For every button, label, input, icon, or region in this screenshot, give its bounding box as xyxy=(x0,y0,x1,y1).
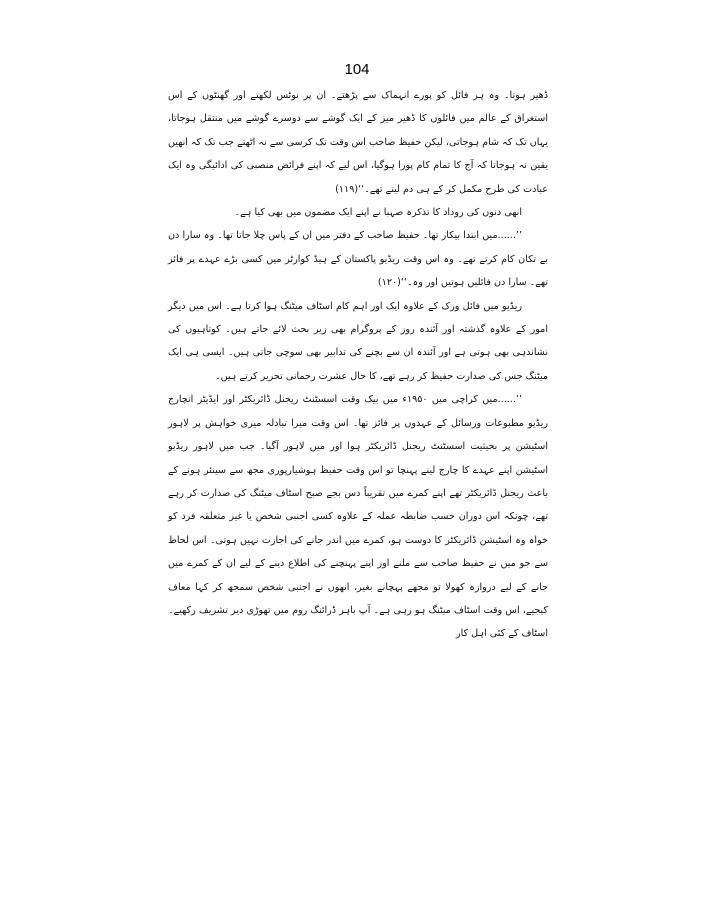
paragraph-3: ریڈیو میں فائل ورک کے علاوہ ایک اور اہم کام اسٹاف میٹنگ ہوا کرتا ہے۔ اس میں دیگر امور کے علاوہ گذشتہ اور آئندہ روز کے پروگرام بھی زیر بحث لائے جاتے ہیں۔ کوتاہیوں کی نشاندہی بھی ہوتی ہے اور آئندہ ان سے بچنے کی تدابیر بھی سوچی جاتی ہیں۔ ایسی ہی ایک میٹنگ جس کی صدارت حفیظ کر رہے تھے، کا حال عشرت رحمانی تحریر کرتے ہیں۔ xyxy=(168,300,548,382)
page-body xyxy=(168,84,548,646)
paragraph-1: ڈھیر ہوتا۔ وہ ہر فائل کو پورے انہماک سے پڑھتے۔ ان پر نوٹس لکھتے اور گھنٹوں کے اس استغراق کے عالم میں فائلوں کا ڈھیر میز کے ایک گوشے سے دوسرے گوشے میں منتقل ہوجاتا، یہاں تک کہ شام ہوجاتی، لیکن حفیظ صاحب اس وقت تک کرسی سے نہ اٹھتے جب تک کہ انھیں یقین نہ ہوجاتا کہ آج کا تمام کام پورا ہوگیا، اس لیے کہ اپنے فرائض منصبی کی ادائیگی وہ ایک عبادت کی طرح مکمل کر کے ہی دم لیتے تھے۔‘‘(۱۱۹) xyxy=(168,90,548,195)
quote-paragraph-2: ’’......میں کراچی میں ۱۹۵۰ء میں بیک وقت اسسٹنٹ ریجنل ڈائریکٹر اور ایڈیٹر انچارج ریڈیو مطبوعات ورسائل کے عہدوں پر فائز تھا۔ اس وقت میرا تبادلہ میری خواہش پر لاہور اسٹیشن پر بحیثیت اسسٹنٹ ریجنل ڈائریکٹر ہوا اور میں لاہور آگیا۔ جب میں لاہور ریڈیو اسٹیشن اپنے عہدے کا چارج لینے پہنچا تو اس وقت حفیظ ہوشیارپوری مجھ سے سینئر ہونے کے باعث ریجنل ڈائریکٹر تھے اپنے کمرے میں تقریباً دس بجے صبح اسٹاف میٹنگ کی صدارت کر رہے تھے، چونکہ اس دوران حسب ضابطہ عملہ کے علاوہ کسی اجنبی شخص یا غیر متعلقہ فرد کو خواہ وہ اسٹیشن ڈائریکٹر کا دوست ہو، کمرے میں اندر جانے کی اجازت نہیں ہوتی۔ اس لحاظ سے جو میں نے حفیظ صاحب سے ملنے اور اپنے پہنچنے کی اطلاع دینے کے لیے ان کے کمرے میں جانے کے لیے دروازہ کھولا تو مجھے پہچانے بغیر، انھوں نے اجنبی شخص سمجھ کر کہا معاف کیجیے، اس وقت اسٹاف میٹنگ ہو رہی ہے۔ آپ باہر ڈرائنگ روم میں تھوڑی دیر تشریف رکھیے۔ اسٹاف کے کئی اہل کار xyxy=(168,394,548,640)
paragraph-2: انھی دنوں کی روداد کا تذکرہ صہبا نے اپنے ایک مضمون میں بھی کیا ہے۔ xyxy=(234,207,522,219)
quote-paragraph-1: ’’......میں ابتدا بیکار تھا۔ حفیظ صاحب کے دفتر میں ان کے پاس چلا جاتا تھا۔ وہ سارا دن بے تکان کام کرتے تھے۔ وہ اس وقت ریڈیو پاکستان کے ہیڈ کوارٹر میں کسی بڑے عہدے پر فائز تھے۔ سارا دن فائلیں ہوتیں اور وہ۔‘‘(۱۲۰) xyxy=(168,230,548,289)
page-number: 104 xyxy=(344,61,370,78)
